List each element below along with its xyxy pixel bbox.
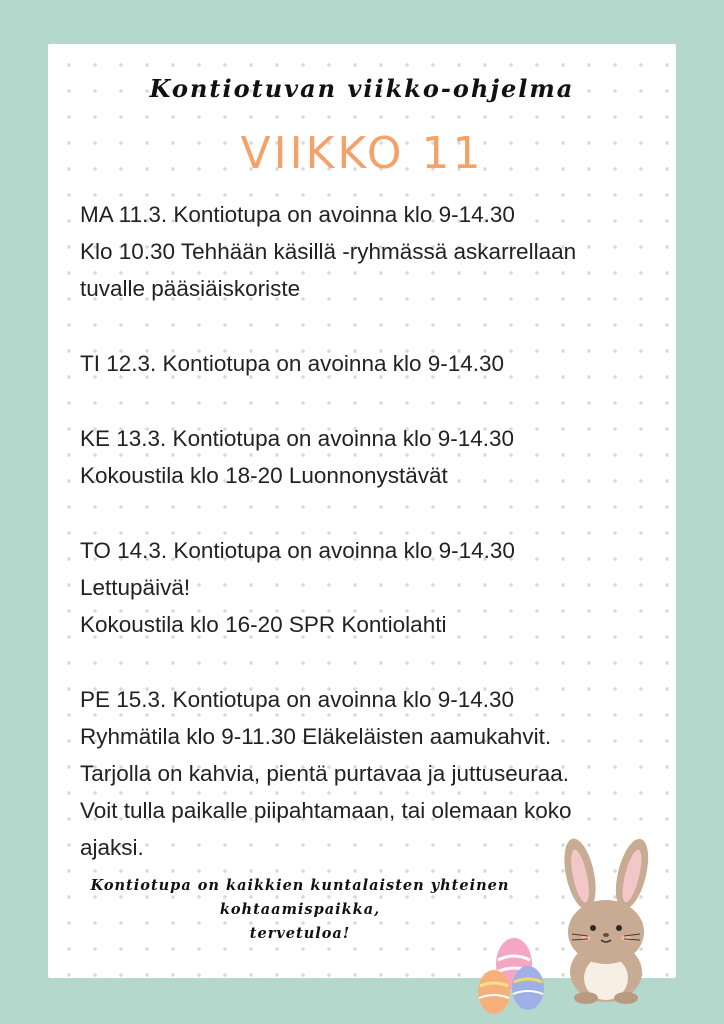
schedule-line: KE 13.3. Kontiotupa on avoinna klo 9-14.30 [80, 426, 515, 451]
poster-title: Kontiotuvan viikko-ohjelma [149, 74, 575, 103]
day-thursday [80, 532, 660, 643]
footer-line: kohtaamispaikka, [219, 901, 381, 918]
schedule-line: ajaksi. [80, 835, 144, 860]
schedule-line: Lettupäivä! [80, 575, 191, 600]
schedule-line: Kokoustila klo 18-20 Luonnonystävät [80, 463, 448, 488]
schedule-line: tuvalle pääsiäiskoriste [80, 276, 301, 301]
schedule-line: Tarjolla on kahvia, pientä purtavaa ja juttuseuraa. [80, 761, 570, 786]
day-wednesday [80, 420, 660, 494]
day-tuesday [80, 345, 660, 382]
schedule-line: TI 12.3. Kontiotupa on avoinna klo 9-14.30 [80, 351, 505, 376]
schedule-line: Ryhmätila klo 9-11.30 Eläkeläisten aamukahvit. [80, 724, 552, 749]
bunny-illustration [548, 834, 668, 1004]
weekly-schedule [80, 196, 660, 904]
footer-line: tervetuloa! [249, 925, 351, 942]
easter-eggs-illustration [470, 930, 560, 1020]
day-monday [80, 196, 660, 307]
schedule-line: PE 15.3. Kontiotupa on avoinna klo 9-14.30 [80, 687, 515, 712]
footer-line: Kontiotupa on kaikkien kuntalaisten yhteinen [90, 877, 510, 894]
schedule-line: Voit tulla paikalle piipahtamaan, tai olemaan koko [80, 798, 572, 823]
welcome-footer [60, 874, 540, 946]
schedule-line: Kokoustila klo 16-20 SPR Kontiolahti [80, 612, 447, 637]
schedule-line: TO 14.3. Kontiotupa on avoinna klo 9-14.30 [80, 538, 515, 563]
week-number: VIIKKO 11 [240, 128, 484, 179]
schedule-line: MA 11.3. Kontiotupa on avoinna klo 9-14.30 [80, 202, 515, 227]
schedule-line: Klo 10.30 Tehhään käsillä -ryhmässä askarrellaan [80, 239, 577, 264]
